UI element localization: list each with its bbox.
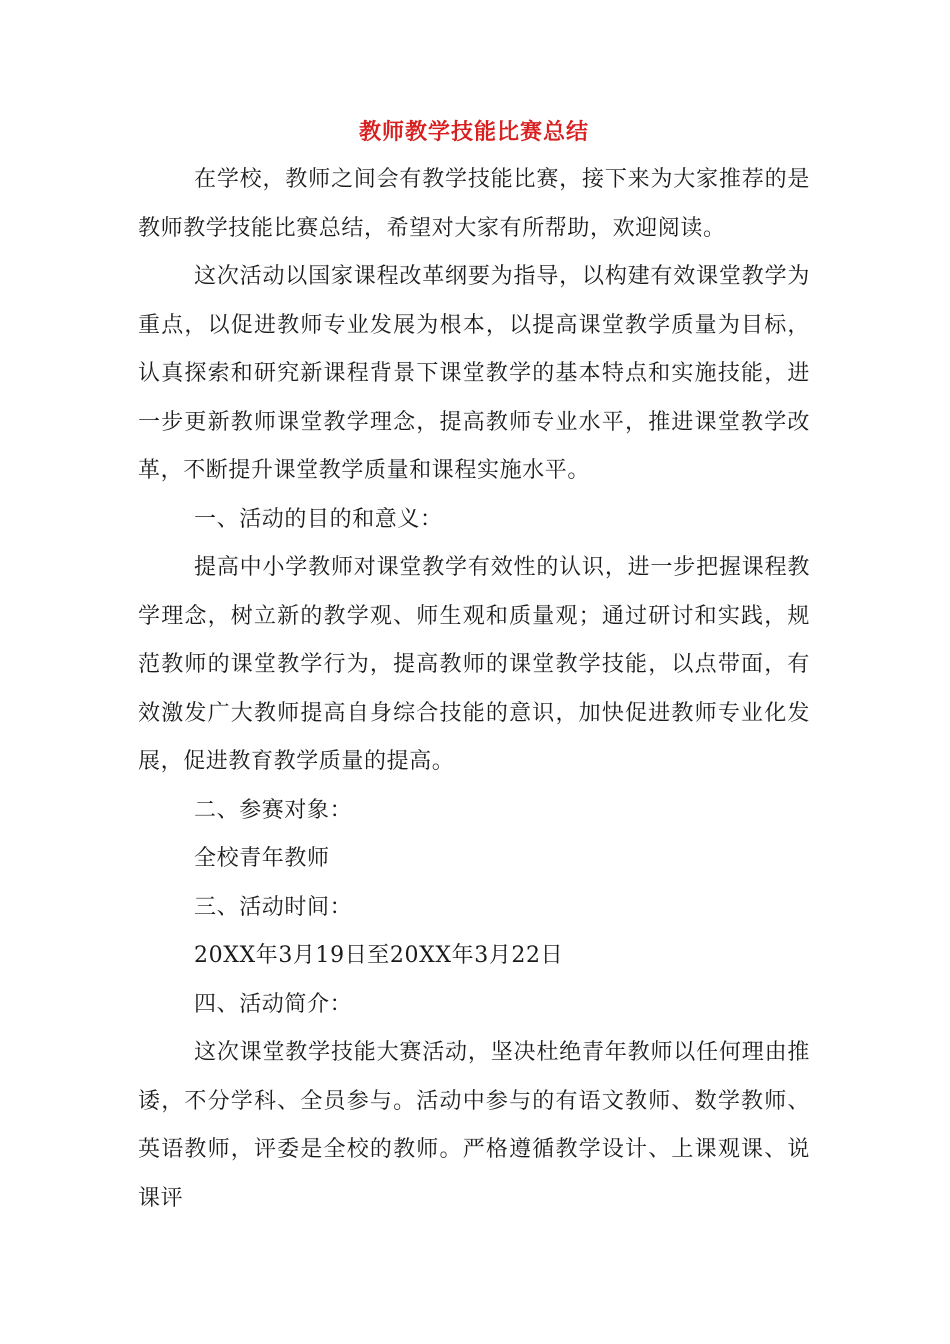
paragraph-time: 20XX年3月19日至20XX年3月22日	[194, 943, 564, 968]
section-heading-purpose: 一、活动的目的和意义：	[194, 506, 443, 532]
document-page	[138, 112, 810, 1223]
paragraph-introduction: 这次课堂教学技能大赛活动，坚决杜绝青年教师以任何理由推诿，不分学科、全员参与。活动中参与的有语文教师、数学教师、英语教师，评委是全校的教师。严格遵循教学设计、上课观课、说课评	[138, 1040, 810, 1211]
section-heading-introduction: 四、活动简介：	[194, 991, 353, 1017]
paragraph-overview: 这次活动以国家课程改革纲要为指导，以构建有效课堂教学为重点，以促进教师专业发展为根本，以提高课堂教学质量为目标，认真探索和研究新课程背景下课堂教学的基本特点和实施技能，进一步更新教师课堂教学理念，提高教师专业水平，推进课堂教学改革，不断提升课堂教学质量和课程实施水平。	[138, 264, 810, 483]
paragraph-intro: 在学校，教师之间会有教学技能比赛，接下来为大家推荐的是教师教学技能比赛总结，希望对大家有所帮助，欢迎阅读。	[138, 167, 810, 241]
section-heading-participants: 二、参赛对象：	[194, 797, 353, 823]
section-heading-time: 三、活动时间：	[194, 894, 353, 920]
document-title: 教师教学技能比赛总结	[358, 119, 589, 145]
paragraph-purpose: 提高中小学教师对课堂教学有效性的认识，进一步把握课程教学理念，树立新的教学观、师生观和质量观；通过研讨和实践，规范教师的课堂教学行为，提高教师的课堂教学技能，以点带面，有效激发广大教师提高自身综合技能的意识，加快促进教师专业化发展，促进教育教学质量的提高。	[138, 555, 810, 774]
paragraph-participants: 全校青年教师	[194, 846, 330, 871]
